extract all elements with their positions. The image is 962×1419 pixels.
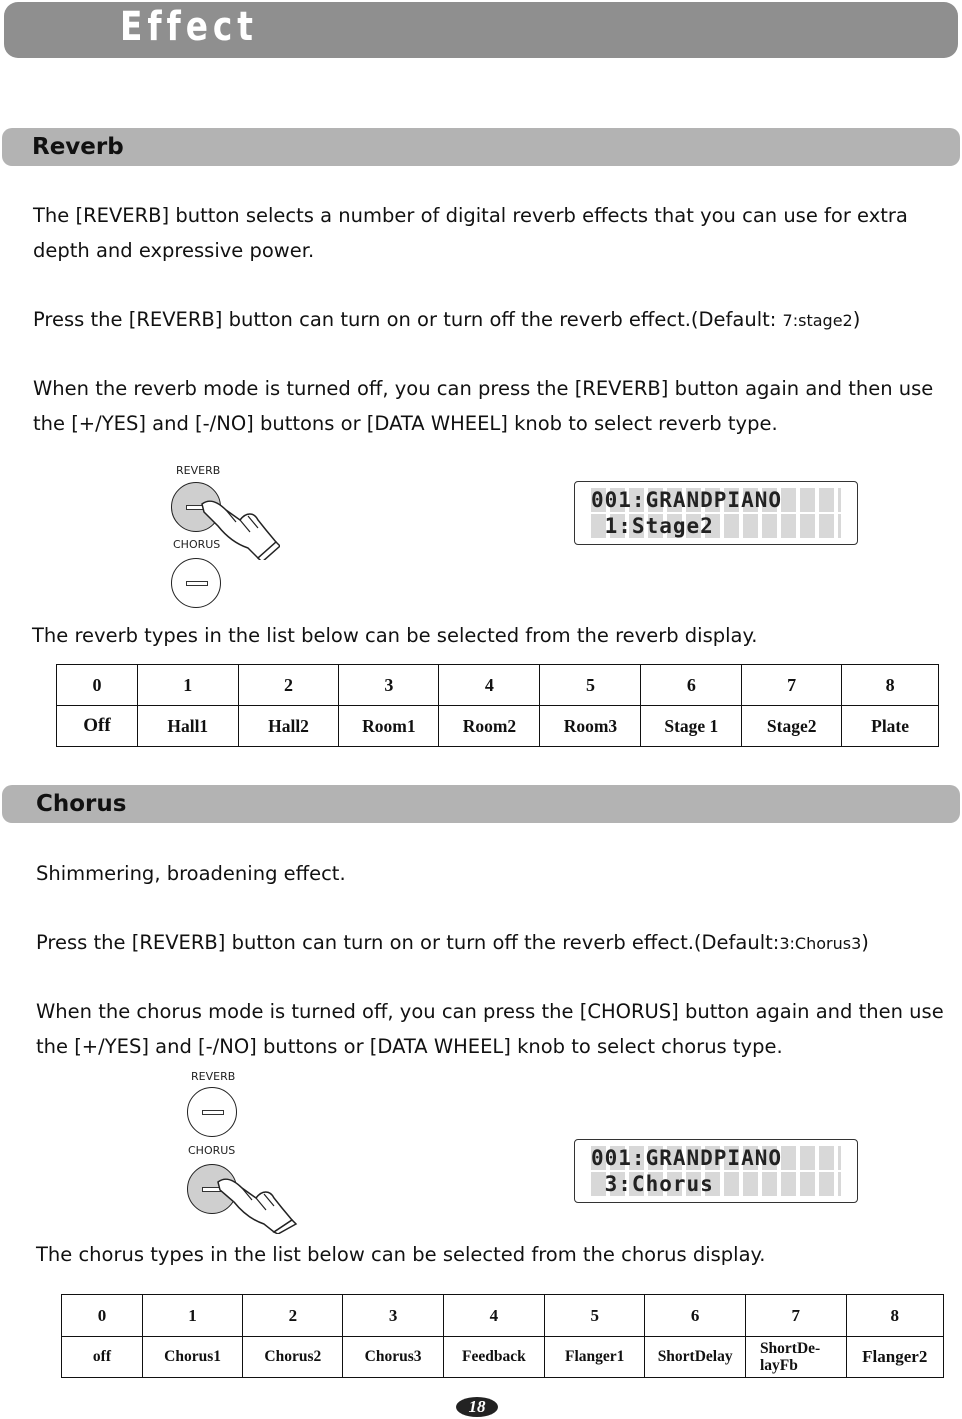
reverb-list-intro: The reverb types in the list below can be selected from the reverb display. bbox=[32, 624, 758, 647]
table-cell: Stage 1 bbox=[641, 706, 742, 747]
table-name-row bbox=[57, 706, 939, 747]
table-number-row bbox=[62, 1295, 944, 1337]
table-cell: Room1 bbox=[339, 706, 439, 747]
chorus-select-instructions: When the chorus mode is turned off, you can press the [CHORUS] button again and then use the [+/YES] and [-/NO] buttons or [DATA WHEEL] knob to select chorus type. bbox=[36, 1000, 944, 1058]
table-cell: 4 bbox=[443, 1295, 544, 1337]
table-name-row bbox=[62, 1337, 944, 1378]
reverb-default-main: Press the [REVERB] button can turn on or turn off the reverb effect.(Default: bbox=[33, 308, 783, 331]
table-cell: 5 bbox=[545, 1295, 645, 1337]
chorus-default-main: Press the [REVERB] button can turn on or turn off the reverb effect.(Default: bbox=[36, 931, 780, 954]
reverb-default-value: 7:stage2 bbox=[782, 311, 853, 330]
table-cell: Chorus1 bbox=[142, 1337, 242, 1378]
chorus-button-label: CHORUS bbox=[188, 1144, 236, 1157]
table-cell: 0 bbox=[57, 665, 138, 706]
table-cell: off bbox=[62, 1337, 143, 1378]
chorus-types-table bbox=[61, 1294, 944, 1378]
reverb-button-label: REVERB bbox=[191, 1070, 236, 1083]
lcd-line-1: 001:GRANDPIANO bbox=[591, 1146, 841, 1170]
button-indicator bbox=[186, 581, 208, 586]
chorus-list-intro: The chorus types in the list below can be selected from the chorus display. bbox=[36, 1243, 766, 1266]
reverb-types-table bbox=[56, 664, 939, 747]
reverb-default-close: ) bbox=[852, 308, 861, 331]
chorus-default-close: ) bbox=[861, 931, 869, 954]
chorus-lcd-display bbox=[574, 1139, 858, 1203]
table-cell: Flanger1 bbox=[545, 1337, 645, 1378]
pressing-hand-icon bbox=[212, 1170, 298, 1234]
page-title: Effect bbox=[120, 4, 258, 50]
reverb-section-header bbox=[2, 128, 960, 166]
lcd-line-1: 001:GRANDPIANO bbox=[591, 488, 841, 512]
table-cell: 2 bbox=[238, 665, 339, 706]
table-cell: Flanger2 bbox=[846, 1337, 944, 1378]
table-cell: Room2 bbox=[439, 706, 540, 747]
reverb-lcd-display bbox=[574, 481, 858, 545]
chorus-button[interactable] bbox=[171, 558, 221, 608]
reverb-button-label: REVERB bbox=[176, 464, 221, 477]
table-cell: Plate bbox=[842, 706, 939, 747]
table-cell: 7 bbox=[745, 1295, 846, 1337]
reverb-heading: Reverb bbox=[32, 134, 124, 160]
reverb-description: The [REVERB] button selects a number of digital reverb effects that you can use for extra depth and expressive power. bbox=[33, 204, 908, 262]
lcd-line-2: 1:Stage2 bbox=[591, 514, 841, 538]
chorus-default-value: 3:Chorus3 bbox=[779, 934, 862, 953]
table-cell: 3 bbox=[343, 1295, 443, 1337]
page-number: 18 bbox=[456, 1397, 498, 1417]
chorus-heading: Chorus bbox=[36, 791, 127, 817]
table-cell: 0 bbox=[62, 1295, 143, 1337]
chorus-button-label: CHORUS bbox=[173, 538, 221, 551]
button-indicator bbox=[202, 1110, 224, 1115]
table-cell: 2 bbox=[243, 1295, 343, 1337]
table-cell: ShortDe-layFb bbox=[745, 1337, 846, 1378]
table-cell: Off bbox=[57, 706, 138, 747]
chorus-description: Shimmering, broadening effect. bbox=[36, 862, 346, 885]
table-cell: Chorus2 bbox=[243, 1337, 343, 1378]
page-title-bar bbox=[4, 2, 958, 58]
table-cell: 1 bbox=[137, 665, 238, 706]
table-cell: 1 bbox=[142, 1295, 242, 1337]
table-cell: Feedback bbox=[443, 1337, 544, 1378]
table-cell: Stage2 bbox=[742, 706, 842, 747]
table-cell: ShortDelay bbox=[645, 1337, 746, 1378]
table-cell: Hall2 bbox=[238, 706, 339, 747]
table-cell: Hall1 bbox=[137, 706, 238, 747]
table-cell: Room3 bbox=[540, 706, 641, 747]
reverb-select-instructions: When the reverb mode is turned off, you can press the [REVERB] button again and then use the [+/YES] and [-/NO] buttons or [DATA WHEEL] knob to select reverb type. bbox=[33, 377, 934, 435]
table-cell: 3 bbox=[339, 665, 439, 706]
table-cell: 4 bbox=[439, 665, 540, 706]
table-cell: 6 bbox=[645, 1295, 746, 1337]
table-cell: 7 bbox=[742, 665, 842, 706]
table-cell: 6 bbox=[641, 665, 742, 706]
table-cell: Chorus3 bbox=[343, 1337, 443, 1378]
chorus-default-text bbox=[36, 925, 951, 961]
chorus-section-header bbox=[2, 785, 960, 823]
table-number-row bbox=[57, 665, 939, 706]
lcd-line-2: 3:Chorus bbox=[591, 1172, 841, 1196]
reverb-default-text bbox=[33, 302, 948, 338]
table-cell: 8 bbox=[846, 1295, 944, 1337]
reverb-button[interactable] bbox=[187, 1087, 237, 1137]
table-cell: 5 bbox=[540, 665, 641, 706]
table-cell: 8 bbox=[842, 665, 939, 706]
